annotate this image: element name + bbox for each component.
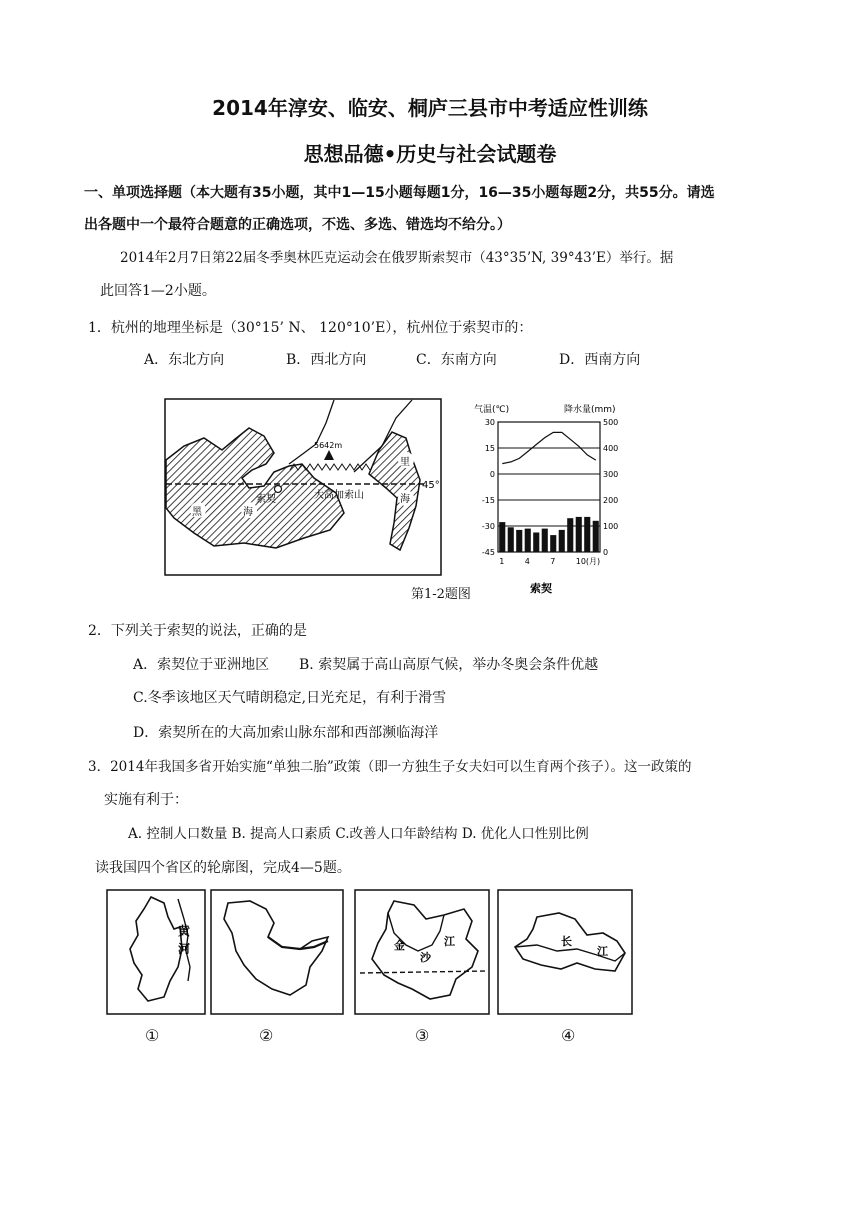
precipitation-bar — [499, 522, 505, 552]
chart-right-tick: 400 — [603, 444, 618, 453]
label-black-sea-1: 黑 — [192, 507, 202, 518]
label-jinsha-1: 金 — [394, 939, 405, 952]
label-caspian-2: 海 — [400, 494, 410, 505]
chart-x-tick: 10(月) — [575, 557, 601, 566]
label-sochi: 索契 — [256, 494, 276, 505]
province-outline-1 — [106, 889, 206, 1015]
chart-x-tick: 1 — [499, 557, 505, 566]
label-peak: 5642m — [314, 441, 343, 450]
precipitation-bar — [516, 530, 522, 552]
chart-left-tick: 0 — [489, 470, 495, 479]
precipitation-bar — [567, 518, 573, 552]
chart-left-tick: -15 — [481, 496, 495, 505]
precipitation-bar — [533, 533, 539, 553]
section-heading-line2: 出各题中一个最符合题意的正确选项，不选、多选、错选均不给分。） — [84, 217, 511, 233]
chart-left-tick: 30 — [484, 418, 495, 427]
label-yangtze-2: 江 — [597, 945, 608, 958]
chart-x-tick: 7 — [550, 557, 556, 566]
question-2-option-b: B. 索契属于高山高原气候，举办冬奥会条件优越 — [299, 657, 599, 673]
chart-left-tick: -45 — [481, 548, 495, 557]
precipitation-bar — [584, 517, 590, 552]
question-3-options: A. 控制人口数量 B. 提高人口素质 C.改善人口年龄结构 D. 优化人口性别比例 — [128, 826, 589, 842]
chart-right-tick: 200 — [603, 496, 618, 505]
label-yangtze-1: 长 — [561, 935, 572, 948]
question-2-option-c: C.冬季该地区天气晴朗稳定,日光充足，有利于滑雪 — [133, 690, 447, 706]
question-2-option-a: A．索契位于亚洲地区 — [133, 657, 270, 673]
question-2-stem: 2．下列关于索契的说法，正确的是 — [88, 623, 307, 639]
label-caspian-1: 里 — [400, 457, 410, 468]
chart-right-tick: 500 — [603, 418, 618, 427]
precipitation-bar — [593, 521, 599, 552]
chart-right-tick: 0 — [603, 548, 609, 557]
sochi-region-map — [164, 398, 442, 576]
question-3-line2: 实施有利于： — [104, 792, 188, 808]
question-1-option-b: B．西北方向 — [286, 352, 367, 368]
chart-x-tick: 4 — [524, 557, 530, 566]
intro-line1: 2014年2月7日第22届冬季奥林匹克运动会在俄罗斯索契市（43°35’N, 39°43’E）举行。据 — [120, 250, 674, 266]
label-jinsha-3: 江 — [444, 935, 455, 948]
precipitation-bar — [525, 529, 531, 552]
precipitation-bar — [550, 535, 556, 552]
label-yellow-river-2: 河 — [178, 942, 191, 956]
precipitation-bar — [559, 530, 565, 552]
label-mountain: 大高加索山 — [314, 490, 364, 501]
precipitation-bar — [542, 529, 548, 552]
title-line1: 2014年淳安、临安、桐庐三县市中考适应性训练 — [212, 96, 648, 120]
chart-right-tick: 300 — [603, 470, 618, 479]
chart-city-label: 索契 — [530, 582, 552, 595]
chart-right-tick: 100 — [603, 522, 618, 531]
label-black-sea-2: 海 — [243, 507, 253, 518]
province-number-1: ① — [145, 1026, 160, 1045]
province-number-2: ② — [259, 1026, 274, 1045]
figure-caption: 第1-2题图 — [411, 587, 471, 602]
province-outline-2 — [210, 889, 344, 1015]
title-line2: 思想品德•历史与社会试题卷 — [303, 142, 557, 166]
precipitation-bar — [508, 527, 514, 552]
question-3-line1: 3．2014年我国多省开始实施“单独二胎”政策（即一方独生子女夫妇可以生育两个孩子）。这一政策的 — [88, 759, 692, 775]
question-1-option-a: A．东北方向 — [144, 352, 225, 368]
chart-left-title: 气温(℃) — [474, 405, 510, 415]
province-outline-3 — [354, 889, 490, 1015]
question-1-option-d: D．西南方向 — [559, 352, 641, 368]
sochi-climate-chart — [468, 400, 618, 600]
precipitation-bar — [576, 517, 582, 552]
chart-right-title: 降水量(mm) — [564, 405, 616, 415]
question-1-option-c: C．东南方向 — [416, 352, 497, 368]
intro-line2: 此回答1—2小题。 — [100, 283, 216, 299]
section-heading-line1: 一、单项选择题（本大题有35小题，其中1—15小题每题1分，16—35小题每题2分，共55分。请选 — [84, 185, 715, 201]
question-1-stem: 1．杭州的地理坐标是（30°15’ N、 120°10’E），杭州位于索契市的： — [88, 320, 533, 336]
label-yellow-river-1: 黄 — [178, 924, 191, 938]
intro-4-5: 读我国四个省区的轮廓图，完成4—5题。 — [95, 860, 351, 876]
label-latitude: 45° — [422, 480, 440, 491]
chart-left-tick: -30 — [481, 522, 495, 531]
question-2-option-d: D．索契所在的大高加索山脉东部和西部濒临海洋 — [133, 725, 439, 741]
province-outline-4 — [497, 889, 633, 1015]
chart-left-tick: 15 — [484, 444, 495, 453]
province-number-4: ④ — [561, 1026, 576, 1045]
province-number-3: ③ — [415, 1026, 430, 1045]
label-jinsha-2: 沙 — [420, 951, 431, 964]
